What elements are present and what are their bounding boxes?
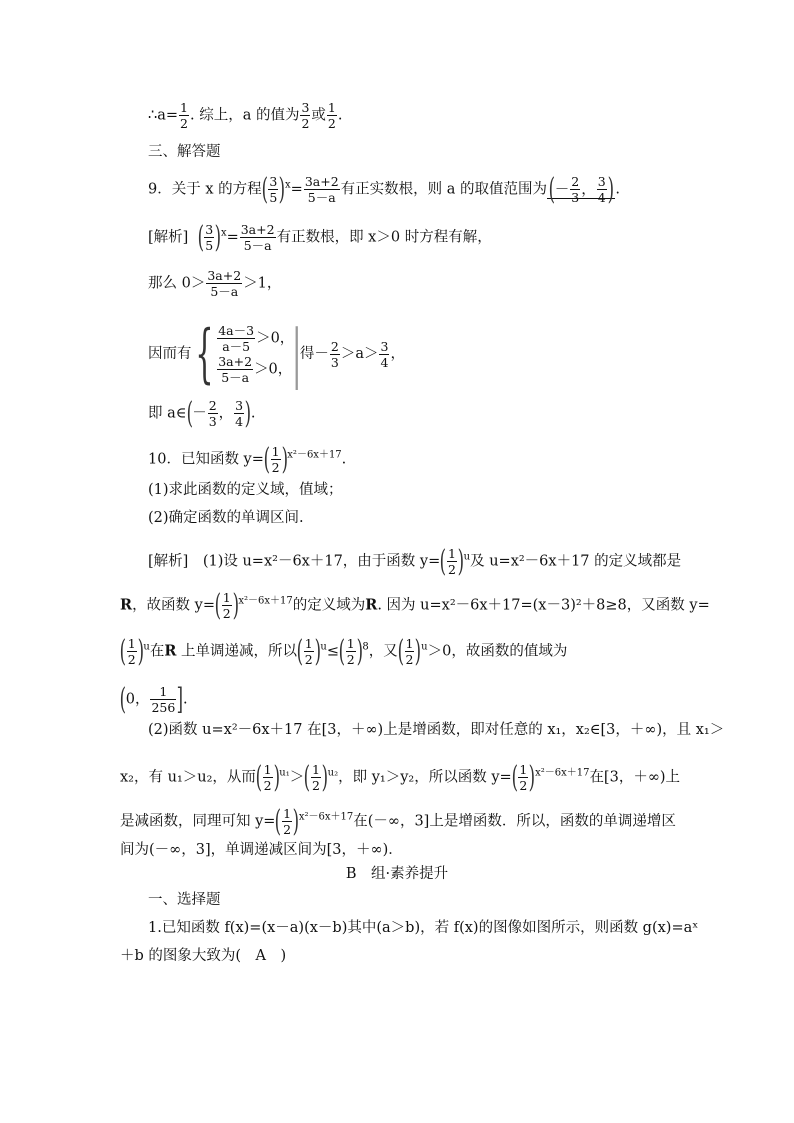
fraction: $\frac{3}{5}$ xyxy=(269,174,278,205)
q10-solution-line-3: ( $\frac{1}{2}$ )$^u$在R 上单调递减，所以( $\frac{1}{2}$ )$^u$≤( $\frac{1}{2}$ )$^8$，又( $\frac{1}{2}$ )$^u$＞0，故函数的值域为 xyxy=(119,633,568,669)
q10-solution-line-7: 是减函数，同理可知 y=( $\frac{1}{2}$ )$^{x^2-6x+17}$在(－∞，3]上是增函数．所以，函数的单调递增区 xyxy=(120,803,676,839)
right-brace: | xyxy=(292,317,302,391)
q10-solution-line-1: [解析] (1)设 u=x²－6x＋17，由于函数 y=( $\frac{1}{2}$ )$^u$及 u=x²－6x＋17 的定义域都是 xyxy=(148,543,682,579)
fraction: $\frac{3a+2}{5-a}$ xyxy=(304,174,339,205)
question-10-part-2: (2)确定函数的单调区间. xyxy=(148,510,304,526)
q8-conclusion: ∴a= $\frac{1}{2}$ . 综上，a 的值为 $\frac{3}{2}$ 或 $\frac{1}{2}$ . xyxy=(148,100,343,131)
right-paren: ) xyxy=(278,171,286,207)
q10-solution-line-4: (0， $\frac{1}{256}$ ]. xyxy=(119,681,188,717)
fraction: $\frac{1}{2}$ xyxy=(180,100,188,131)
fraction: $\frac{1}{2}$ xyxy=(327,100,336,131)
section-heading-jiedati: 三、解答题 xyxy=(148,144,221,160)
fraction: $\frac{3}{2}$ xyxy=(301,100,310,131)
q9-solution-result: 即 a∈(－ $\frac{2}{3}$ ， $\frac{3}{4}$ ). xyxy=(148,395,256,431)
q9-solution-system: 因而有{ $\frac{4a-3}{a-5}$ ＞0， $\frac{3a+2}{5-a}$ ＞0， |得－ $\frac{2}{3}$ ＞a＞ $\frac{3}{4}$ ， xyxy=(148,317,405,391)
section-heading-xuanze: 一、选择题 xyxy=(148,892,221,908)
question-1-line-1: 1.已知函数 f(x)=(x－a)(x－b)其中(a＞b)，若 f(x)的图像如图所示，则函数 g(x)=aˣ xyxy=(148,920,699,936)
question-10: 10．已知函数 y=( $\frac{1}{2}$ )$^{x^2-6x+17}$. xyxy=(148,441,347,477)
left-paren: ( xyxy=(261,171,268,207)
q10-solution-line-6: x₂，有 u₁＞u₂，从而( $\frac{1}{2}$ )$^{u_1}$＞( $\frac{1}{2}$ )$^{u_2}$，即 y₁＞y₂，所以函数 y=( $\frac{1}{2}$ )$^{x^2-6x+17}$在[3，＋∞)上 xyxy=(120,759,681,795)
q9-solution-line-1: [解析] ( $\frac{3}{5}$ )$^x$= $\frac{3a+2}{5-a}$ 有正数根，即 x＞0 时方程有解， xyxy=(148,219,492,255)
inequality-system: $\frac{4a-3}{a-5}$ ＞0， $\frac{3a+2}{5-a}$ ＞0， xyxy=(218,323,295,385)
answer-choice: A xyxy=(241,948,281,964)
q10-solution-line-5: (2)函数 u=x²－6x＋17 在[3，＋∞)上是增函数，即对任意的 x₁，x₂∈[3，＋∞)，且 x₁＞ xyxy=(148,722,725,738)
q10-solution-line-8: 间为(－∞，3]，单调递减区间为[3，＋∞)． xyxy=(120,842,403,858)
question-1-line-2: ＋b 的图象大致为( A ) xyxy=(120,948,287,964)
q9-solution-line-2: 那么 0＞ $\frac{3a+2}{5-a}$ ＞1， xyxy=(148,268,282,299)
left-brace: { xyxy=(194,317,214,391)
answer-blank: (－ $\frac{2}{3}$ ， $\frac{3}{4}$ ) xyxy=(548,171,614,207)
q10-solution-line-2: R，故函数 y=( $\frac{1}{2}$ )$^{x^2-6x+17}$的定义域为R. 因为 u=x²－6x＋17=(x－3)²＋8≥8，又函数 y= xyxy=(120,587,710,623)
section-heading-b: B 组·素养提升 xyxy=(345,866,449,882)
question-9: 9．关于 x 的方程( $\frac{3}{5}$ )$^x$= $\frac{3a+2}{5-a}$ 有正实数根，则 a 的取值范围为(－ $\frac{2}{3}$ ， $\frac{3}{4}$ ) . xyxy=(148,171,620,207)
question-10-part-1: (1)求此函数的定义域，值域； xyxy=(148,482,343,498)
